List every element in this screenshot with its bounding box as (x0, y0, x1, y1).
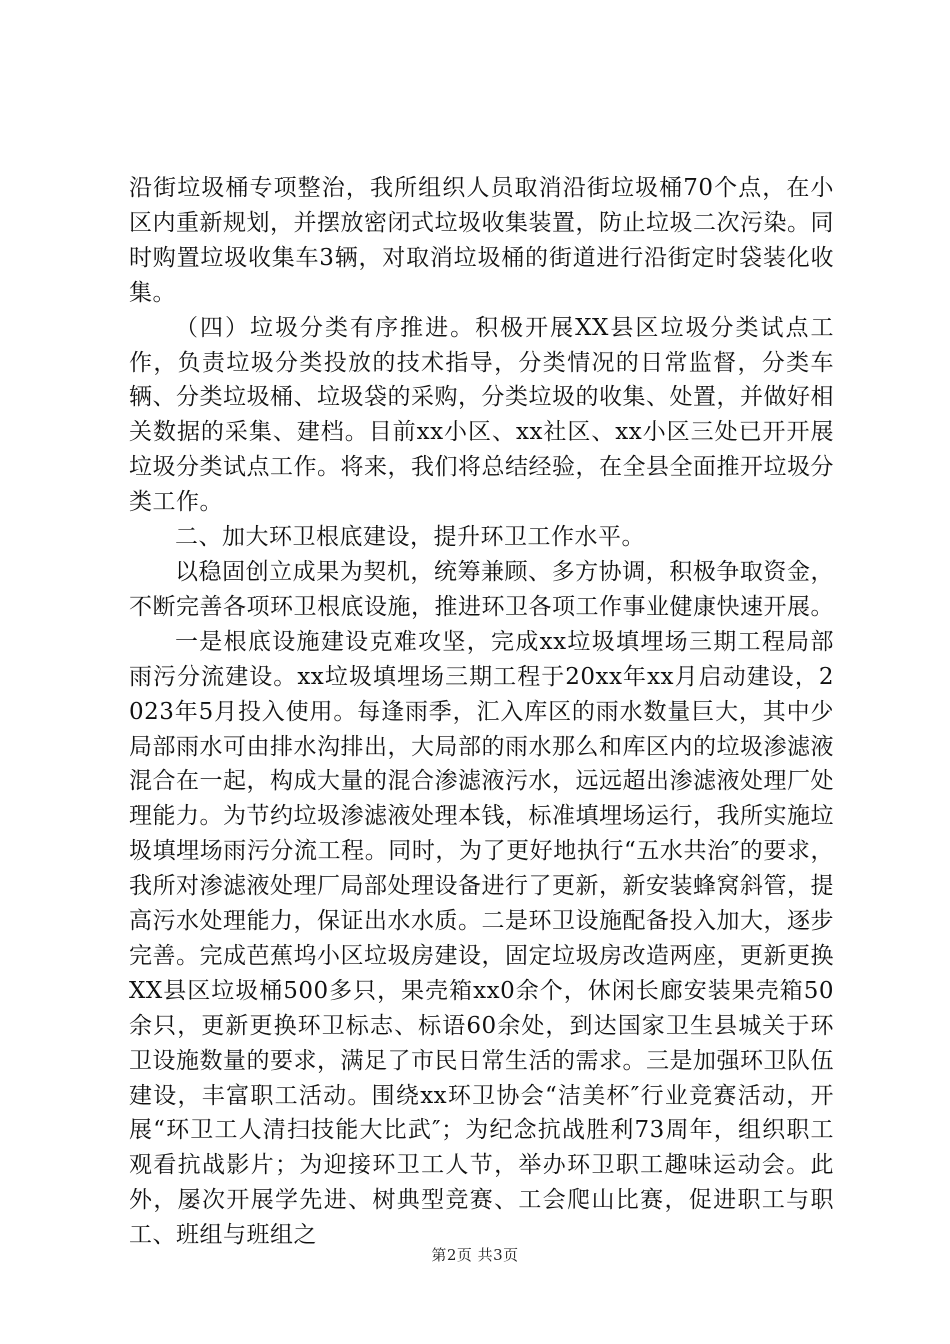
paragraph-intro: 以稳固创立成果为契机，统筹兼顾、多方协调，积极争取资金，不断完善各项环卫根底设施，推进环卫各项工作事业健康快速开展。 (129, 558, 834, 620)
page-number-footer: 第2页 共3页 (431, 1246, 519, 1264)
section-heading-two: 二、加大环卫根底建设，提升环卫工作水平。 (175, 524, 645, 551)
paragraph-garbage-sorting: （四）垃圾分类有序推进。积极开展XX县区垃圾分类试点工作，负责垃圾分类投放的技术指导，分类情况的日常监督，分类车辆、分类垃圾桶、垃圾袋的采购，分类垃圾的收集、处置，并做好相关数据的采集、建档。目前xx小区、xx社区、xx小区三处已开开展垃圾分类试点工作。将来，我们将总结经验，在全县全面推开垃圾分类工作。 (129, 314, 834, 516)
paragraph-infrastructure: 一是根底设施建设克难攻坚，完成xx垃圾填埋场三期工程局部雨污分流建设。xx垃圾填埋场三期工程于20xx年xx月启动建设，2023年5月投入使用。每逢雨季，汇入库区的雨水数量巨大，其中少局部雨水可由排水沟排出，大局部的雨水那么和库区内的垃圾渗滤液混合在一起，构成大量的混合渗滤液污水，远远超出渗滤液处理厂处理能力。为节约垃圾渗滤液处理本钱，标准填埋场运行，我所实施垃圾填埋场雨污分流工程。同时，为了更好地执行“五水共治″的要求，我所对渗滤液处理厂局部处理设备进行了更新，新安装蜂窝斜管，提高污水处理能力，保证出水水质。二是环卫设施配备投入加大，逐步完善。完成芭蕉坞小区垃圾房建设，固定垃圾房改造两座，更新更换XX县区垃圾桶500多只，果壳箱xx0余个，休闲长廊安装果壳箱50余只，更新更换环卫标志、标语60余处，到达国家卫生县城关于环卫设施数量的要求，满足了市民日常生活的需求。三是加强环卫队伍建设，丰富职工活动。围绕xx环卫协会“洁美杯″行业竞赛活动，开展“环卫工人清扫技能大比武″；为纪念抗战胜利73周年，组织职工观看抗战影片；为迎接环卫工人节，举办环卫职工趣味运动会。此外，屡次开展学先进、树典型竞赛、工会爬山比赛，促进职工与职工、班组与班组之 (129, 628, 834, 1249)
paragraph-continuation: 沿街垃圾桶专项整治，我所组织人员取消沿街垃圾桶70个点，在小区内重新规划，并摆放密闭式垃圾收集装置，防止垃圾二次污染。同时购置垃圾收集车3辆，对取消垃圾桶的街道进行沿街定时袋装化收集。 (129, 175, 834, 306)
document-body (129, 171, 834, 1253)
